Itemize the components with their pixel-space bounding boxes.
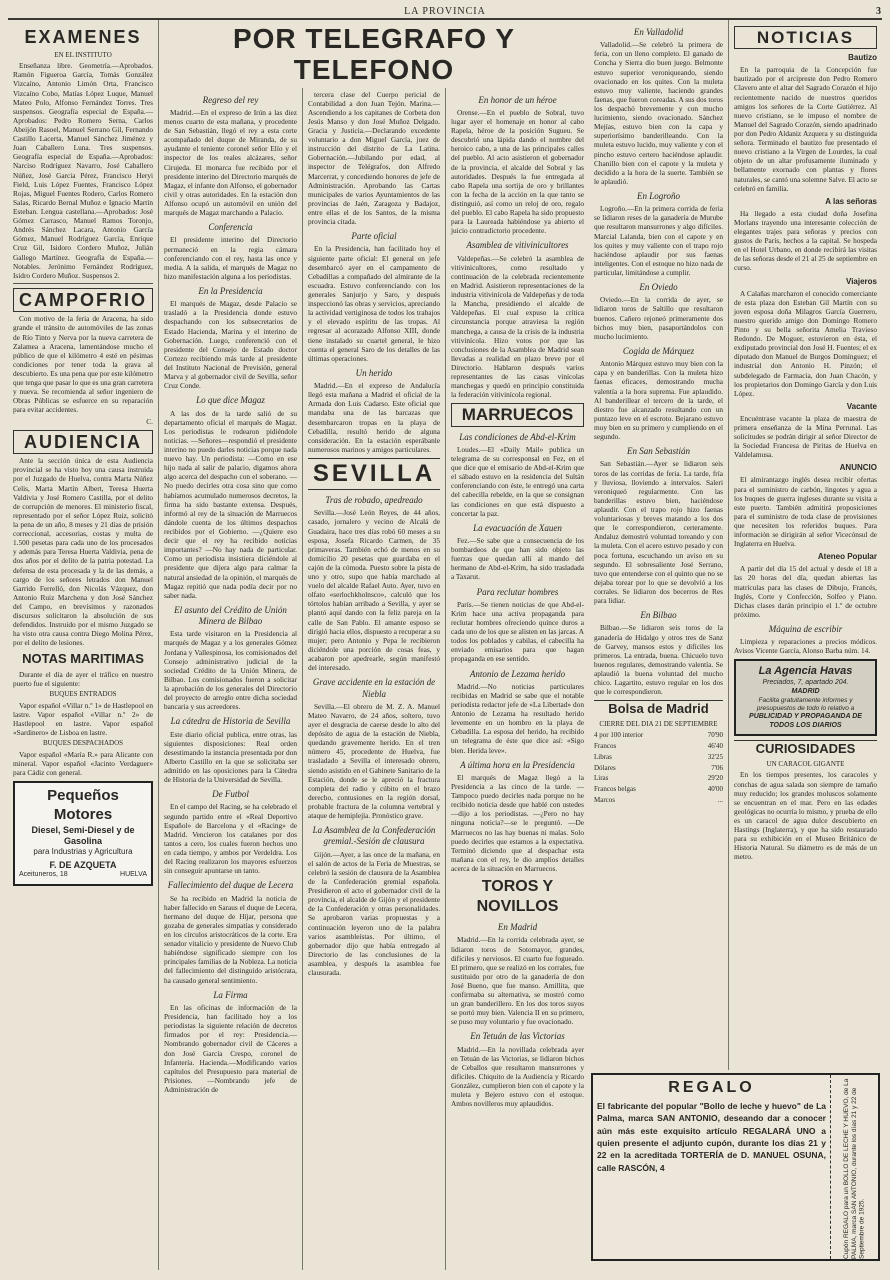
regalo-ad (591, 1073, 880, 1261)
motores-ad-city: HUELVA (120, 871, 147, 879)
ultima-hora-text: El marqués de Magaz llegó a la Presidencia a las cinco de la tarde. —Tampoco puedo decirles nada porque no he recibido noticia desde que hablé con ustedes—dijo a los periodistas. —¿Pero no hay ninguna noticia?—se le preguntó. —De Marruecos no las hay buenas ni malas. Solo puedo decirles que estamos a la expectativa. Terminó diciendo que al despachar esta mañana con el rey, le dio amplios detalles acerca de la situación en Marruecos. (451, 772, 584, 874)
firma-continued-text: tercera clase del Cuerpo pericial de Contabilidad a don Juan Tejón. Marina.—Ascendiendo a los capitanes de Corbeta don Jesús Manso y don José Muñoz Delgado. Gracia y Justicia.—Declarando excedente voluntario a don Miguel García, juez de instrucción del distrito de La Latina. Gobernación.—Jubilando por edad, al inspector de Telégrafos, don Alfredo Marcerrat, y concediendo honores de jefe de Administración. Aprobando las Cartas municipales de varios Ayuntamientos de las provincias de Jaén, Zaragoza y Badajoz, entre ellas el de los Santos, de la misma provincia citada. (308, 89, 440, 227)
bautizo-title: Bautizo (848, 53, 877, 63)
motores-ad-line2: para Industrias y Agricultura (33, 847, 133, 857)
bolsa-row (594, 763, 723, 774)
column-3 (446, 88, 589, 1270)
bolsa-value: 7'06 (711, 763, 723, 772)
toros-title: TOROS Y NOVILLOS (476, 878, 559, 916)
page-number: 3 (876, 6, 882, 17)
havas-ad-line3: Facilita gratuitamente informes y presupuestos de todo lo relativo a (756, 696, 855, 712)
accidente-niebla-title: Grave accidente en la estación de Niebla (312, 677, 436, 699)
bolsa-value: 70'90 (707, 731, 723, 740)
regalo-text: El fabricante del popular "Bollo de leche y huevo" de La Palma, marca SAN ANTONIO, deseando dar a conocer aún más este exquisito artículo REGALARÁ UNO a quien presente el adjunto cupón, durante los días 21 y 22 en la acreditada TORTERÍA de D. MANUEL OSUNA, calle RASCÓN, 4 (597, 1101, 826, 1173)
regalo-coupon: Cupón REGALO para un BOLLO DE LECHE Y HUEVO, de La PALMA, marca SAN ANTONIO, durante los días 21 y 22 de Septiembre de 1925. (842, 1078, 866, 1259)
lezama-text: Madrid.—No noticias particulares recibidas en Madrid se sabe que el notable periodista redactor jefe de «La Libertad» don Antonio de Lezama ha resultado herido levemente en un hombro en la playa de Cebadilla. La esposa del herido, ha recibido un telegrama de éste que dice así: «Sigo bien. Herida leve». (451, 681, 584, 755)
column-2a (159, 88, 303, 1270)
robado-text: Sevilla.—José León Reyes, de 44 años, casado, jornalero y vecino de Alcalá de Guadaira, hace tres días robó 60 meses a su esposa, Josefa Ricardo Carmen, de 35 primaveras. También echó de menos en su domicilio 20 pesetas que guardaba en el cajón de la cómoda. Puesto sobre la pista de uno y otro, supo que había marchado al vuelo del alcalde Rafael Auto. Ayer, tuvo en olfato «serlochkholnsco», calculó que los tórtolos habían arribado a Sevilla, y ayer se plantó aquí dando con la feliz pareja en la calle de San Pablo. El amante esposo se dirigió hacia ellos, dispuesto a recuperar a su mujer; pero Antonio y Pepa le recibieron diciéndole una porción de cosas feas, y acabaron por apedrearle, según manifestó del interesado. (308, 508, 440, 673)
bolsa-date: CIERRE DEL DIA 21 DE SEPTIEMBRE (599, 719, 718, 728)
bolsa-row (594, 773, 723, 784)
valladolid-title: En Valladolid (633, 27, 684, 37)
marruecos-title: MARRUECOS (451, 403, 584, 426)
examenes-title: EXAMENES (24, 27, 142, 47)
herido-text: Madrid.—En el expreso de Andalucía llegó esta mañana a Madrid el oficial de la Armada don Luis Cadarso. Este oficial que mandaba una de las barcazas que desembarcaron tropas en la playa de Cebadilla, resultó herido de alguna consideración. En la estación esperábanle numerosos marinos y amigos particulares. (308, 381, 440, 454)
ateneo-text: A partir del día 15 del actual y desde el 18 a las 20 horas del día, quedan abiertas las matrículas para las clases de Dibujo, Francés, Inglés, Corte y Confección, Solfeo y Piano. Dichas clases darán principio el 1.º de octubre próximo. (734, 564, 877, 619)
tetuan-title: En Tetuán de las Victorias (470, 1031, 565, 1042)
column-5 (729, 20, 882, 1070)
havas-ad-line2: MADRID (791, 687, 820, 695)
oviedo-title: En Oviedo (639, 282, 678, 293)
bolsa-label: 4 por 100 interior (594, 731, 644, 740)
asamblea-gremial-text: Gijón.—Ayer, a las once de la mañana, en el salón de actos de la Feria de Muestras, se celebró la sesión de clausura de la Asamblea de la Confederación gremial española. Presidieron el acto el gobernador civil de la provincia, el alcalde de Gijón y el presidente de la Confederación y otras personalidades. Se aprobaron varias propuestas y a continuación leyeron uno de la palabra varios asambleístas. Por último, el gobernador dijo que había entregado al Directorio de las conclusiones de la asamblea, y después la asamblea fue clausurada. (308, 849, 440, 978)
magaz-title: Lo que dice Magaz (196, 395, 265, 406)
heroe-title: En honor de un héroe (478, 94, 557, 105)
toros-madrid-title: En Madrid (497, 922, 538, 933)
senoras-text: Ha llegado a esta ciudad doña Josefina Morlans trayendo una interesante colección de elegantes trajes para señoras y precios con gustos de París, hechos a la capital. Se hospeda en el Hotel Urbano, en donde recibirá las visitas de las señoras desde el 21 al 25 de septiembre en curso. (734, 208, 877, 273)
reclutar-text: París.—Se tienen noticias de que Abd-el-Krim hace una activa propaganda para reclutar hombres ofreciendo quince duros a cada uno de los que se alisten en las jarcas. A todos los poblados y cabilas, el cabecilla ha enviado emisarios para que hagan propaganda en ese sentido. (451, 599, 584, 664)
bilbao-title: En Bilbao (640, 610, 677, 621)
senoras-title: A las señoras (825, 196, 877, 206)
regreso-rey-title: Regreso del rey (202, 94, 259, 105)
motores-ad-line1: Diesel, Semi-Diesel y de Gasolina (31, 824, 135, 846)
bolsa-label: Libras (594, 752, 612, 761)
examenes-text: Enseñanza libre. Geometría.—Aprobados. Ramón Figueroa García, Tomás González Vizcaíno, Antonio Limón Orta, Francisco Vizcaíno Cobo, Matías López Luque, Manuel Mateo Polo, Alfonso Fernández Torres. Tres suspensos. Geografía especial de España.—Aprobados: Pedro Romero Serna, Carlos Abeijón Rasoel, Manuel Serrano Gil, Fernando Castillo Lacerta, Manuel Sánchez Jiménez y Juan Caballero Luna. Tres suspensos. Geografía especial de España.—Aprobados: Narciso Rodríguez Navarro, José Caballero Núñez, José Garcia Pérez, Francisco Heryi Field, Luis López Fuentes, Francisco López Rojas, Miguel Fuentes Rodero, Carlos Romero Salas, Ricardo Bernal Muñoz e Ignacio Martín Esteban. Lengua castellana.—Aprobados: José Gómez Carrasco, Manuel Ramos Toronjo, Andrés Sánchez Lacara, Antonio García Gómez, Manuel Rodríguez García, Enrique Cruz Gil, Isidoro Cordero Muñoz, Julián Gallego Martínez. Geografía de España.—Notables. Jerónimo Fernández Rodríguez, Isidro Cordero Muñoz. Suspensos 2. (13, 61, 153, 280)
notas-maritimas-text: Durante el día de ayer el tráfico en nuestro puerto fue el siguiente: (13, 669, 153, 688)
toros-madrid-text: Madrid.—En la corrida celebrada ayer, se lidiaron toros de Sotomayor, grandes, difíciles y nerviosos. El cuarto fue fogueado. El primero, que se realizó en los corrales, fue sustituido por otro de la ganadería de don José Bueno, que fue manso. Amillita, que confirmaba su alternativa, se mostró como un gran banderillero. En los dos toros suyos se portó muy bien. Valencia II en su primero, se puso muy voluntario y fue ovacionado. (451, 935, 584, 1027)
audiencia-title: AUDIENCIA (13, 430, 153, 455)
regalo-title: REGALO (668, 1079, 755, 1096)
firma-text: En las oficinas de información de la Presidencia, han facilitado hoy a los periodistas la siguiente relación de decretos firmados por el rey: Presidencia.—Nombrando gobernador civil de Cáceres a don José García Crespo, coronel de Infantería. Hacienda.—Modificando varios capítulos del Presupuesto para material de Prisiones. —Nombrando jefe de Administración de (164, 1002, 297, 1094)
futbol-text: En el campo del Racing, se ha celebrado el segundo partido entre el «Real Deportivo Español» de Barcelona y el «Racing» de Madrid. Vencieron los catalanes por dos tantos a cero, los cuales fueron hechos uno en cada tiempo, y ambos por Verdeldra. Los del Racing realizaron los mayores esfuerzos sin conseguir apuntarse un tanto. (164, 802, 297, 876)
ateneo-title: Ateneo Popular (817, 552, 877, 562)
reclutar-title: Para reclutar hombres (476, 586, 559, 597)
motores-ad-address: Aceituneros, 18 (19, 871, 68, 879)
bolsa-label: Francos (594, 742, 617, 751)
futbol-title: De Futbol (212, 789, 249, 800)
vitivinicultores-text: Valdepeñas.—Se celebró la asamblea de vitivinicultores, como resultado y continuación de la celebrada recientemente en Madrid. Asistieron representaciones de la industria vitivinícola de Valdepeñas y de toda la Mancha, presidiendo el alcalde de Valdepeñas. El cual expuso la crítica circunstancia porque atraviesa la región manchega, a causa de la crisis de la industria vitivinícola. Hizo votos por que las conclusiones de la Asamblea de Madrid sean llevadas a realidad en plazo breve por el Directorio. Hablaron después varios representantes de las casas vinícolas manchegas y quedó en principio constituida la federación vitivinícola regional. (451, 253, 584, 400)
campofrio-text: Con motivo de la feria de Aracena, ha sido grande el tránsito de automóviles de las zonas de Río Tinto y Nerva por la nueva carretera de Zalamea a Aracena, lamentándose mucho el público de que el kilómetro 4 esté en pésimas condiciones por tener toda la grava al descubierto. Es una pena que por este kilómetro que tenga que pasar lo que es una gran carretera y nueva. Se recomienda al señor ingeniero de Obras Públicas se esfuerce en su reparación para evitar accidentes. (13, 314, 153, 415)
robado-title: Tras de robado, apedreado (325, 495, 423, 506)
bolsa-title: Bolsa de Madrid (594, 700, 723, 717)
curiosidades-text: En los tiempos presentes, los caracoles y conchas de agua salada son siempre de tamaño muy reducido; los grandes moluscos solamente se encuentran en el mar. Pero en las edades geológicas no ocurría lo mismo, y prueba de ello es un caracol de agua dulce descubierto en Hastings (Inglaterra), y que ha sido restaurado para su exhibición en el Museo Británico de Historia Natural. Su diámetro es de más de un metro. (734, 770, 877, 862)
buques-entrados-text: Vapor español «Villar n.º 1» de Hastlepool en lastre. Vapor español «Villar n.º 2» de Hastlepool en lastre. Vapor español «Sardinero» de Lisboa en lastre. (13, 700, 153, 738)
motores-ad (13, 781, 153, 886)
conferencia-title: Conferencia (208, 222, 253, 233)
credito-text: Esta tarde visitaron en la Presidencia al marqués de Magaz y a los generales Gómez Jordana y Vallespinosa, los comisionados del Consejo administrativo judicial de la sociedad Crédito de la Unión Minera, de Bilbao. Los comisionados fueron a solicitar la aprobación de los generales del Directorio del proyecto de arreglo entre dicha sociedad bancaria y sus acreedores. (164, 629, 297, 712)
buques-despachados-text: Vapor español «María R.» para Alicante con mineral. Vapor español «Jacinto Verdaguer» para Cádiz con general. (13, 749, 153, 778)
bolsa-value: ... (717, 795, 723, 804)
logrono-text: Logroño.—En la primera corrida de feria se lidiaron reses de la ganadería de Murube que resultaron mansurrones y algo difíciles. Marcial Lalanda, bien con el capote y en los quites y muy valiente con el trapo rojo haciéndose aplaudir por sus faenas inteligentes. Con el estoque no hizo nada de particular, limitándose a cumplir. (594, 204, 723, 278)
column-1 (8, 20, 159, 1270)
duque-text: Se ha recibido en Madrid la noticia de haber fallecido en Saraus el duque de Lecera, hermano del duque de Híjar, persona que gozaba de generales simpatías y considerado en los círculos aristocráticos de la corte. Era senador vitalicio y presidente de Nuevo Club habiéndose significado siempre con los principales familias de la Nobleza. La noticia del fallecimiento del distinguido aristócrata, ha causado general sentimiento. (164, 893, 297, 985)
page-header (8, 6, 882, 20)
asamblea-gremial-title: La Asamblea de la Confederación gremial.-Sesión de clausura (312, 825, 436, 847)
curiosidades-subtitle: UN CARACOL GIGANTE (766, 759, 845, 768)
noticias-title: NOTICIAS (734, 26, 877, 49)
havas-ad (734, 659, 877, 736)
bolsa-value: 40'00 (707, 785, 723, 794)
parte-oficial-text: En la Presidencia, han facilitado hoy el siguiente parte oficial: El general en jefe desembarcó ayer en el campamento de Cebadillas a compañado del almirante de la escuadra. Estuvo conferenciando con los generales Sanjurjo y Saro, y después inspeccionó las obras y servicios, apreciando la actividad vertiginosa de todos los trabajos y el elevado espíritu de las tropas. Al regresar al acorazado Alfonso XIII, donde tiene instalado su cuartel general, le hizo cuenta el general Saro de los detalles de las últimas operaciones. (308, 244, 440, 363)
anuncio-title: ANUNCIO (839, 463, 877, 473)
vacante-title: Vacante (846, 401, 877, 411)
curiosidades-title: CURIOSIDADES (734, 740, 877, 757)
bolsa-value: 46'40 (707, 742, 723, 751)
credito-title: El asunto del Crédito de Unión Minera de Bilbao (174, 604, 287, 627)
audiencia-text: Ante la sección única de esta Audiencia provincial se ha visto hoy una causa instruida por el Juzgado de Huelva, contra Marta Núñez Celis, Marta Martín Albert, Teresa Huerta Valdivia y José Romero Castilla, por el delito de corrupción de menores. El ministerio fiscal, representado por el señor López Ruiz, solicitó la pena de un año, 8 meses y 21 días de prisión correccional, accesorias, costas y multa de 1.500 pesetas para cada uno de los procesados y además para Teresa Huerta Valdivia, pena de dos años por el delito de la patria potestad. La defensa de esta procesada y la de las demás, a cargo de los señores letrados don Manuel Garrido Ferrelló, don Nicolás Vázquez, don Antonio Ruiz Marchena y don José Sánchez del Campo, en brevísimos y razonados discursos solicitaron la absolución de sus defendidos. Instruido por el mismo Juzgado se ha visto otra causa contra Diego Molina Pérez, por el delito de lesiones. (13, 456, 153, 648)
viajeros-title: Viajeros (846, 276, 877, 286)
regreso-rey-text: Madrid.—En el expreso de Irún a las diez menos cuarto de esta mañana, y procedente de San Sebastián, llegó el rey a esta corte acompañado del duque de Miranda, de su ayudante el teniente coronel señor Elío y el inspector de los reales alcázares, señor Cirujeda. El monarca fue recibido por el presidente interino del Directorio marqués de Magaz, el infante don Alfonso, el gobernador civil y otras autoridades. En la estación don Alfonso ocupó un automóvil en unión del marqués de Magaz marchando a Palacio. (164, 107, 297, 218)
san-sebastian-title: En San Sebastián (627, 446, 690, 457)
heroe-text: Orense.—En el pueblo de Sobral, tuvo lugar ayer el homenaje en honor al cabo Rapela, héroe de la posición Sugueu. Se descubrió una lápida dando el nombre del heroico cabo, a una de las principales calles del pueblo. Al acto asistieron el gobernador de la provincia, el alcalde del Sobral y las autoridades. Después la fue entregada al cabo Rapela una sortija de oro y brillantes con la fecha de la acción en la que tanto se distinguió, así como un reloj de oro, regalo del pueblo. El cabo Rapela ha sido propuesto para la Laureada habiéndose ya abierto el juicio contradictorio procedente. (451, 107, 584, 236)
bolsa-label: Francos belgas (594, 785, 636, 794)
newspaper-title: LA PROVINCIA (404, 6, 486, 17)
havas-ad-line1: Preciados, 7, apartado 204. (762, 679, 849, 687)
bolsa-row (594, 795, 723, 806)
bolsa-label: Dólares (594, 763, 616, 772)
bolsa-row (594, 784, 723, 795)
vacante-text: Encuéntrase vacante la plaza de maestra de primera enseñanza de la Mina Perrunal. Las solicitudes se podrán dirigir al señor Director de la Sociedad Francesa de Piritas de Huelva en Valdelamusa. (734, 413, 877, 460)
bilbao-text: Bilbao.—Se lidiaron seis toros de la ganadería de Hidalgo y otros tres de Sanz de Garvey, mansos estos y difíciles los primeros. La entrada, buena. Chicuelo tuvo buenos regulares, demostrando valentía. Se aplaudió la buena voluntad del mucho chico. Lagartito, estuvo regular en los dos que le correspondieron. (594, 623, 723, 697)
bolsa-value: 29'20 (707, 774, 723, 783)
viajeros-text: A Calañas marcharon el conocido comerciante de esta plaza don Esteban Gil Martín con su joven esposa doña Milagros García Guerrero, nuestro querido amigo don Domingo Romero Pinto y su bella señorita Amelia Travieso Redondo. De Moguer, estuvieron en ésta, el exdiputado provincial don José H. Fuentes; el ex diputado don Manuel de Burgos Domínguez; el industrial don Antonio H. Pinzón; el subdelegado de Farmacia, don Juan Chacón, y los propietarios don Domingo García y don Luis López. (734, 288, 877, 398)
magaz-text: A las dos de la tarde salió de su departamento oficial el marqués de Magaz. Los periodistas le rodearon pidiéndole noticias. —Señores—respondió el presidente interino no puedo darles noticias porque nada nuevo hay. Un periodista: —Como en ese hijo nada al salir de palacio, digamos ahora algo acerca del despacho con el soberano. —No puedo decirles otra cosa sino que como habíamos acumulado numerosos decretos, la firma ha sido bastante extensa. Después, informó al rey de la situación de Marruecos dándole cuenta de los últimos despachos recibidos por el Gobierno. —¿Quiere eso decir que el rey ha recibido noticias importantes? —No hay nada de particular. Como un periodista insistiera diciéndole al presidente que dijera algo para calmar la natural ansiedad de la opinión, el marqués de Magaz repitió que nada podía decir por no saber nada. (164, 408, 297, 600)
tetuan-text: Madrid.—En la novillada celebrada ayer en Tetuán de las Victorias, se lidiaron bichos de Ceballos que resultaron mansurrones y difíciles. Chiquito de la Audiencia y Ricardo González, cumplieron bien con el capote y la muleta y Bejero estuvo con el estoque. Ambos novilleros muy aplaudidos. (451, 1044, 584, 1109)
buques-despachados-title: BUQUES DESPACHADOS (42, 739, 124, 748)
havas-ad-line4: PUBLICIDAD Y PROPAGANDA DE TODOS LOS DIARIOS (749, 712, 862, 729)
duque-title: Fallecimiento del duque de Lecera (167, 880, 294, 891)
xauen-text: Fez.—Se sabe que a consecuencia de los bombardeos de que han sido objeto las fuerzas que quedan allí al mando del hermano de Abd-el-Krim, ha sido trasladada a Taxarut. (451, 536, 584, 582)
bolsa-label: Liras (594, 774, 609, 783)
bolsa-row (594, 730, 723, 741)
presidencia-text: El marqués de Magaz, desde Palacio se trasladó a la Presidencia donde estuvo despachando con los subsecretarios de Estado Hacienda, Marina y el interino de Gobernación. Luego, conferenció con el presidente del Consejo de Estado doctor Cortezo recibiendo más tarde al presidente del Instituto Nacional de Previsión, general Marva y al gobernador civil de Sevilla, señor Cruz Conde. (164, 299, 297, 391)
valladolid-text: Valladolid.—Se celebró la primera de feria, con un lleno completo. El ganado de Concha y Sierra dio buen juego. Belmonte estuvo superior veroniqueando, siendo ovacionado en los quites. Con la muleta estuvo muy valiente, haciendo grandes faenas, que fueron coreadas. A sus dos toros los despachó brevemente y con mucho lucimiento, siendo ovacionado. Sánchez Mejías, estuvo bien con la capa y superiorísimo banderilleando. Con la muleta estuvo lucido, muy valiente y con el pincho estuvo certero haciéndose aplaudir. Chanillo bien con el capote y la muleta y decidido a la hora de la suerte. También se le aplaudió. (594, 40, 723, 186)
oviedo-text: Oviedo.—En la corrida de ayer, se lidiaron toros de Saltillo que resultaron buenos. Cañero rejoneó primeramente dos bichos muy bien, pasaportándolos con mucho lucimiento. (594, 295, 723, 341)
maquina-title: Máquina de escribir (768, 623, 843, 634)
campofrio-signature: C. (146, 416, 153, 426)
lezama-title: Antonio de Lezama herido (469, 668, 566, 679)
presidencia-title: En la Presidencia (198, 285, 263, 296)
column-4 (589, 20, 729, 1070)
column-2b (303, 88, 446, 1270)
parte-oficial-title: Parte oficial (351, 231, 397, 242)
notas-maritimas-title: NOTAS MARITIMAS (22, 651, 144, 667)
telegrafo-title: POR TELEGRAFO Y TELEFONO (232, 23, 516, 85)
san-sebastian-text: San Sebastián.—Ayer se lidiaron seis toros de las corridas de feria. La tarde, fría y lluviosa, lloviendo a intervalos. Saleri veroniqueó regularmente. Con las banderillas estuvo bien, haciéndose aplaudir. Con el trapo rojo hizo faenas voluntariosas y breves matando a los dos que le correspondieron, certeramente. Andaluz demostró voluntad toreando y con la muleta. Con el acero estuvo pesado y con poca fortuna, escuchando un aviso en su segundo. El sobresaliente José Serrano, tuvo que entenderse con el quinto que no se dejaba torear por lo que se devolvió a los corrales. Se lidiaron dos becerros de Res para lidiar. (594, 459, 723, 606)
motores-ad-company: F. DE AZQUETA (49, 860, 117, 871)
logrono-title: En Logroño (637, 191, 680, 201)
havas-ad-title: La Agencia Havas (758, 665, 853, 678)
conferencia-text: El presidente interino del Directorio permaneció en la regia cámara conferenciando con el rey, hasta las once y media. A la salida, el marqués de Magaz no hizo manifestación alguna a los periodistas. (164, 235, 297, 281)
bautizo-text: En la parroquia de la Concepción fue bautizado por el arcipreste don Pedro Romero Clavero ante el altar del Sagrado Corazón el hijo recientemente nacido de nuestros queridos amigos los señores de la Corte Gutiérrez. Al nuevo cristiano, se le impuso el nombre de Manuel del Sagrado Corazón, siendo apadrinado por don Pedro Aldaniz Azquera y su distinguida señora. Terminado el bautizo fue presentado el nuevo cristiano a la Virgen de Lourdes, la cual objeto de un altar profusamente iluminado y bellamente exornado con plantas y flores naturales, se cantó una solemne Salve. El acto se celebró en familia. (734, 65, 877, 193)
abd-el-krim-title: Las condiciones de Abd-el-Krim (459, 431, 576, 442)
anuncio-text: El almirantazgo inglés desea recibir ofertas para el suministro de carbón, lingotes y agua a los buques de guerra ingleses durante su visita a este puerto. También admitirá proposiciones para el suministro de toda clase de provisiones que necesiten los referidos buques. Para información se dirigirán al señor Vicecónsul de Inglaterra en Huelva. (734, 475, 877, 549)
abd-el-krim-text: Loudes.—El «Daily Mail» publica un telegrama de su corresponsal en Fez, en el que dice que el emisario de Abd-el-Krim que el sábado estuvo en la residencia del Sultán conferenciando con éste, le entregó una carta del cabecilla rebelde, en la que se consignan las condiciones en que está dispuesto a concertar la paz. (451, 444, 584, 518)
bolsa-label: Marcos (594, 795, 615, 804)
sevilla-title: SEVILLA (308, 458, 440, 490)
examenes-subtitle: EN EL INSTITUTO (54, 50, 112, 59)
marquez-text: Antonio Márquez estuvo muy bien con la capa y en banderillas. Con la muleta hizo faenas eficaces, demostrando mucha valentía a la hora suprema. Fue aplaudido. Al banderillear el tercero de la tarde, el diestro fue alcanzado resultando con un puntazo leve en el escroto. Bejarano estuvo muy bien en su primero y cumpliendo en el segundo. (594, 359, 723, 442)
bolsa-value: 32'25 (707, 752, 723, 761)
catedra-text: Este diario oficial publica, entre otras, las siguientes disposiciones: Real orden desestimando la instancia presentada por don Alberto Castillo en la que se solicitaba ser admitido en las oposiciones para la Cátedra de Historia de la Universidad de Sevilla. (164, 729, 297, 785)
campofrio-title: CAMPOFRIO (13, 288, 153, 313)
bolsa-table (594, 730, 723, 805)
herido-title: Un herido (355, 367, 393, 378)
firma-title: La Firma (213, 989, 248, 1000)
ultima-hora-title: A última hora en la Presidencia (460, 759, 575, 770)
bolsa-row (594, 752, 723, 763)
motores-ad-title: Pequeños Motores (47, 787, 119, 823)
maquina-text: Limpieza y reparaciones a precios módicos. Avisos Vicente García, Alonso Barba núm. 14. (734, 637, 877, 656)
buques-entrados-title: BUQUES ENTRADOS (49, 689, 117, 698)
accidente-niebla-text: Sevilla.—El obrero de M. Z. A. Manuel Mateo Navarro, de 24 años, soltero, tuvo ayer el desgracia de caerse desde lo alto del depósito de agua de la estación de Niebla, quedando gravemente herido. En el tren número 45, procedente de Huelva, fue trasladado a Sevilla el interesado obrero, siendo asistido en el Gabinete Sanitario de la Estación, donde se le apreció la fractura completa del radio y cúbito en el brazo derecho, contusiones en la región dorsal, probable fractura de la columna vertebral y ataque de hemiplejía. Pronóstico grave. (308, 701, 440, 821)
vitivinicultores-title: Asamblea de vitivinicultores (466, 240, 569, 251)
catedra-title: La cátedra de Historia de Sevilla (170, 716, 291, 727)
marquez-title: Cogida de Márquez (622, 345, 695, 356)
xauen-title: La evacuación de Xauen (473, 522, 562, 533)
bolsa-row (594, 741, 723, 752)
